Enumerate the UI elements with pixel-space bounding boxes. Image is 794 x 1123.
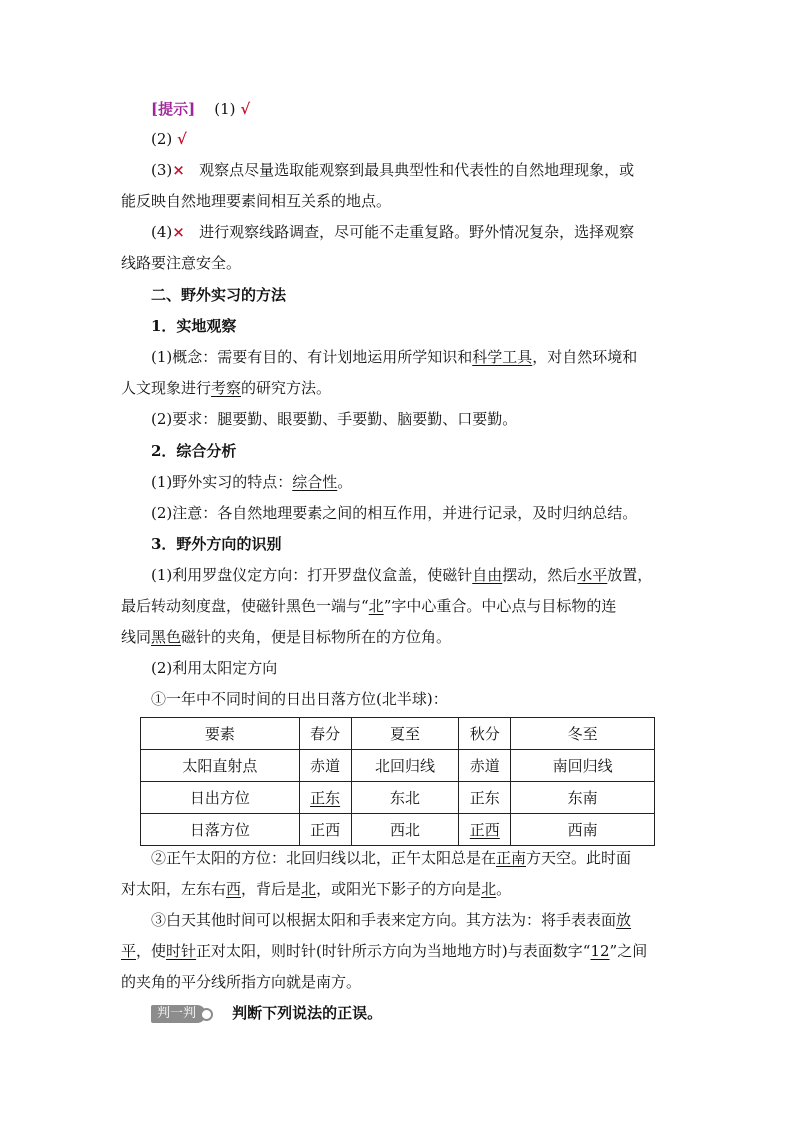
- s1-p2: (2)要求：腿要勤、眼要勤、手要勤、脑要勤、口要勤。: [151, 410, 518, 428]
- underlined-answer: 平: [121, 942, 137, 960]
- table-header-row: [141, 718, 655, 750]
- table-row: [141, 814, 655, 846]
- hint-item-4-text: 进行观察线路调查，尽可能不走重复路。野外情况复杂，选择观察: [199, 223, 635, 241]
- judge-line: [151, 1002, 382, 1024]
- cross-mark-icon: ×: [172, 161, 185, 179]
- hint-item-1-number: (1): [214, 100, 236, 118]
- underlined-answer: 黑色: [151, 628, 182, 646]
- text-run: 磁针的夹角，便是目标物所在的方位角。: [181, 628, 452, 646]
- table-header-cell: 冬至: [511, 718, 655, 750]
- text-run: 。: [496, 880, 512, 898]
- underlined-answer: 北: [368, 597, 384, 615]
- underlined-answer: 综合性: [292, 473, 338, 491]
- text-run: 的研究方法。: [241, 379, 332, 397]
- text-run: (1)概念：需要有目的、有计划地运用所学知识和: [151, 348, 473, 366]
- hint-item-3-number: (3): [151, 161, 173, 179]
- table-cell: 东南: [511, 782, 655, 814]
- table-cell: 正西: [299, 814, 351, 846]
- section-2-title: 二、野外实习的方法: [151, 286, 287, 304]
- table-header-cell: 要素: [141, 718, 300, 750]
- table-header-cell: 春分: [299, 718, 351, 750]
- hint-line-3a: [151, 159, 634, 181]
- s3-p1-line-c: [121, 626, 451, 648]
- hint-line-2: [151, 128, 187, 150]
- underlined-answer: 北: [481, 880, 497, 898]
- underlined-answer: 科学工具: [472, 348, 533, 366]
- text-run: 摆动，然后: [502, 566, 578, 584]
- text-run: 方天空。此时面: [526, 849, 632, 867]
- table-cell: 日落方位: [141, 814, 300, 846]
- subsection-1-title: 1．实地观察: [151, 317, 237, 335]
- hint-line-4b: 线路要注意安全。: [121, 254, 242, 272]
- text-run: ，背后是: [241, 880, 302, 898]
- s3-p2-2-line-a: [151, 847, 631, 869]
- table-cell: [299, 782, 351, 814]
- underlined-answer: 正西: [469, 821, 500, 839]
- table-cell: 日出方位: [141, 782, 300, 814]
- s2-p1: [151, 471, 352, 493]
- underlined-answer: 西: [226, 880, 242, 898]
- check-mark-icon: √: [240, 100, 251, 118]
- text-run: ”之间: [609, 942, 648, 960]
- underlined-answer: 自由: [472, 566, 503, 584]
- underlined-answer: 放: [616, 911, 632, 929]
- judge-badge: 判一判: [151, 1005, 206, 1023]
- text-run: 对太阳，左东右: [121, 880, 227, 898]
- s3-p1-line-b: [121, 595, 616, 617]
- judge-instruction: 判断下列说法的正误。: [232, 1004, 383, 1022]
- table-cell: 太阳直射点: [141, 750, 300, 782]
- s3-p2-3-line-b: [121, 940, 647, 962]
- badge-dot-icon: [200, 1008, 213, 1021]
- hint-line-3b: 能反映自然地理要素间相互关系的地点。: [121, 192, 392, 210]
- table-cell: 东北: [351, 782, 459, 814]
- hint-line-1: [151, 98, 250, 120]
- s1-p1-line-b: [121, 377, 331, 399]
- text-run: ，对自然环境和: [532, 348, 638, 366]
- table-cell: 赤道: [299, 750, 351, 782]
- underlined-answer: 12: [590, 942, 610, 960]
- underlined-answer: 时针: [166, 942, 197, 960]
- hint-item-4-number: (4): [151, 223, 173, 241]
- cross-mark-icon: ×: [172, 223, 185, 241]
- text-run: 线同: [121, 628, 152, 646]
- underlined-answer: 水平: [577, 566, 608, 584]
- s3-p2-1: ①一年中不同时间的日出日落方位(北半球)：: [151, 690, 448, 708]
- text-run: 最后转动刻度盘，使磁针黑色一端与“: [121, 597, 369, 615]
- table-row: [141, 750, 655, 782]
- table-cell: 南回归线: [511, 750, 655, 782]
- s2-p2: (2)注意：各自然地理要素之间的相互作用，并进行记录，及时归纳总结。: [151, 504, 638, 522]
- text-run: (1)利用罗盘仪定方向：打开罗盘仪盒盖，使磁针: [151, 566, 473, 584]
- text-run: ③白天其他时间可以根据太阳和手表来定方向。其方法为：将手表表面: [151, 911, 617, 929]
- subsection-3-title: 3．野外方向的识别: [151, 535, 282, 553]
- hint-item-2-number: (2): [151, 130, 173, 148]
- table-cell: [459, 814, 511, 846]
- table-header-cell: 秋分: [459, 718, 511, 750]
- text-run: 人文现象进行: [121, 379, 212, 397]
- subsection-2-title: 2．综合分析: [151, 442, 237, 460]
- hint-line-4a: [151, 221, 634, 243]
- text-run: ”字中心重合。中心点与目标物的连: [383, 597, 617, 615]
- table-header-cell: 夏至: [351, 718, 459, 750]
- text-run: ②正午太阳的方位：北回归线以北，正午太阳总是在: [151, 849, 497, 867]
- underlined-answer: 正南: [496, 849, 527, 867]
- s3-p2: (2)利用太阳定方向: [151, 659, 278, 677]
- s3-p2-3-line-c: 的夹角的平分线所指方向就是南方。: [121, 973, 362, 991]
- table-cell: 北回归线: [351, 750, 459, 782]
- underlined-answer: 北: [301, 880, 317, 898]
- text-run: 正对太阳，则时针(时针所示方向为当地地方时)与表面数字“: [196, 942, 591, 960]
- text-run: ，或阳光下影子的方向是: [316, 880, 482, 898]
- sunrise-sunset-table: [140, 717, 655, 846]
- text-run: (1)野外实习的特点：: [151, 473, 293, 491]
- text-run: ，使: [136, 942, 167, 960]
- table-cell: 正东: [459, 782, 511, 814]
- hint-label: [提示]: [151, 100, 196, 118]
- hint-item-3-text: 观察点尽量选取能观察到最具典型性和代表性的自然地理现象，或: [199, 161, 635, 179]
- underlined-answer: 考察: [211, 379, 242, 397]
- s1-p1-line-a: [151, 346, 637, 368]
- table-row: [141, 782, 655, 814]
- text-run: 。: [337, 473, 353, 491]
- s3-p2-3-line-a: [151, 909, 631, 931]
- underlined-answer: 正东: [310, 789, 341, 807]
- table-cell: 西北: [351, 814, 459, 846]
- s3-p1-line-a: [151, 564, 652, 586]
- table-cell: 赤道: [459, 750, 511, 782]
- table-cell: 西南: [511, 814, 655, 846]
- s3-p2-2-line-b: [121, 878, 511, 900]
- check-mark-icon: √: [177, 130, 187, 148]
- text-run: 放置，: [607, 566, 653, 584]
